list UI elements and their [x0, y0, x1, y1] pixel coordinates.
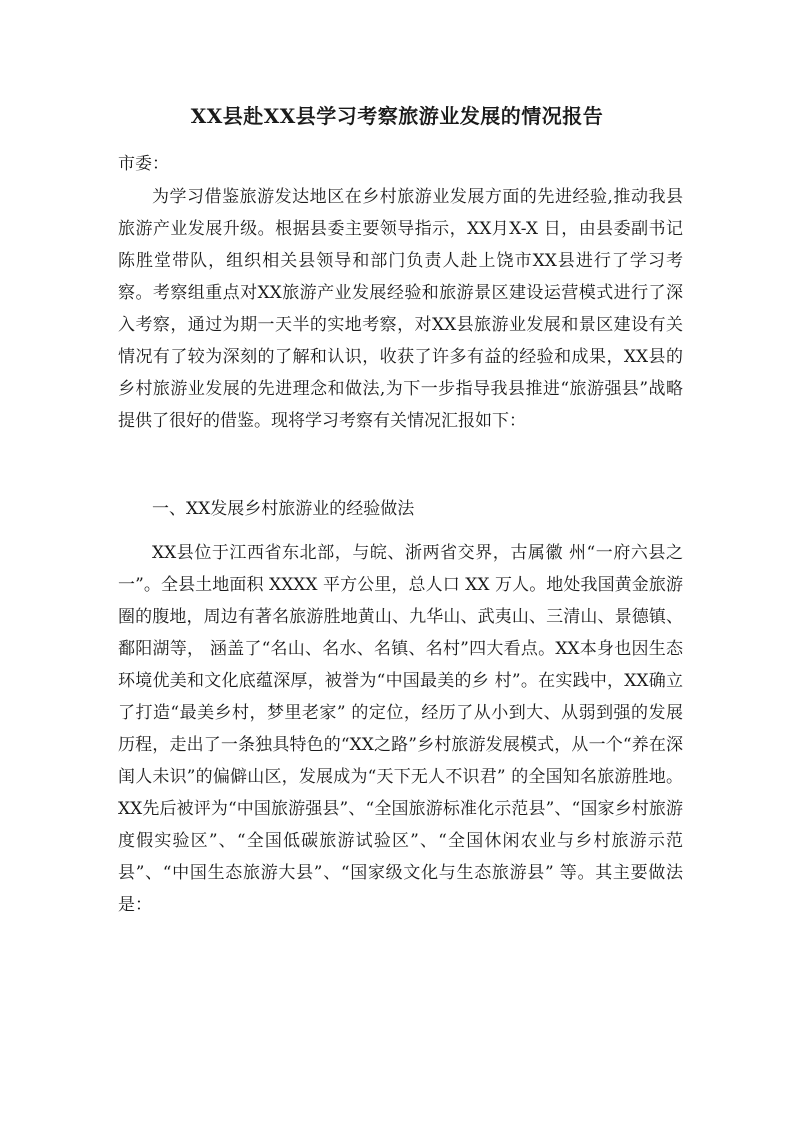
section-heading: 一、XX发展乡村旅游业的经验做法	[152, 499, 415, 519]
document-title: XX县赴XX县学习考察旅游业发展的情况报告	[190, 104, 604, 128]
paragraph-experience: XX县位于江西省东北部，与皖、浙两省交界，古属徽 州“一府六县之一”。全县土地面积 XXXX 平方公里，总人口 XX 万人。地处我国黄金旅游圈的腹地，周边有著名旅游胜地黄山、九华山、武夷山、三清山、景德镇、鄱阳湖等， 涵盖了“名山、名水、名镇、名村”四大看点。XX本身也因生态环境优美和文化底蕴深厚，被誉为“中国最美的乡 村”。在实践中，XX确立了打造“最美乡村，梦里老家” 的定位，经历了从小到大、从弱到强的发展历程，走出了一条独具特色的“XX之路”乡村旅游发展模式，从一个“养在深闺人未识”的偏僻山区，发展成为“天下无人不识君” 的全国知名旅游胜地。XX先后被评为“中国旅游强县”、“全国旅游标准化示范县”、“国家乡村旅游度假实验区”、“全国低碳旅游试验区”、“全国休闲农业与乡村旅游示范县”、“中国生态旅游大县”、“国家级文化与生态旅游县” 等。其主要做法是：	[118, 543, 683, 915]
salutation: 市委：	[118, 154, 169, 174]
paragraph-intro: 为学习借鉴旅游发达地区在乡村旅游业发展方面的先进经验,推动我县旅游产业发展升级。根据县委主要领导指示，XX月X-X 日，由县委副书记陈胜堂带队，组织相关县领导和部门负责人赴上饶市XX县进行了学习考察。考察组重点对XX旅游产业发展经验和旅游景区建设运营模式进行了深入考察，通过为期一天半的实地考察，对XX县旅游业发展和景区建设有关情况有了较为深刻的了解和认识，收获了许多有益的经验和成果，XX县的乡村旅游业发展的先进理念和做法,为下一步指导我县推进“旅游强县”战略提供了很好的借鉴。现将学习考察有关情况汇报如下：	[118, 187, 683, 431]
